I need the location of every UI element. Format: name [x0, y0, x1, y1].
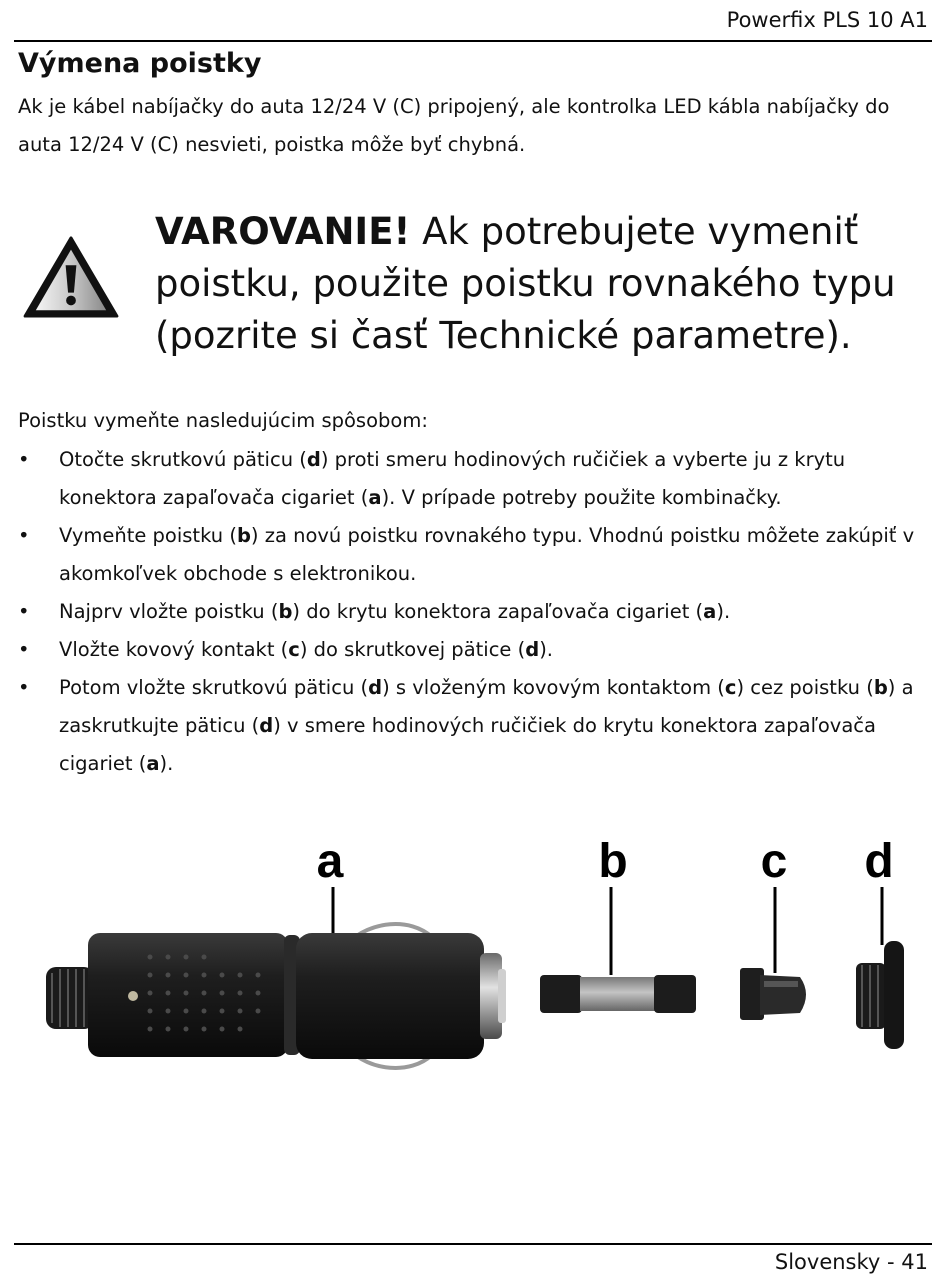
document-header: Powerfix PLS 10 A1 [726, 8, 928, 32]
warning-triangle-icon [22, 234, 120, 320]
step-text: Otočte skrutkovú päticu ( [59, 448, 307, 471]
lighter-plug-housing [46, 924, 506, 1068]
procedure-steps [18, 441, 933, 783]
part-reference: a [368, 486, 382, 509]
part-reference: b [236, 524, 251, 547]
part-reference: a [703, 600, 717, 623]
procedure-intro: Poistku vymeňte nasledujúcim spôsobom: [18, 409, 428, 432]
step-text: ) do skrutkovej pätice ( [299, 638, 526, 661]
figure-label-c: c [760, 835, 788, 888]
part-reference: b [873, 676, 888, 699]
glass-fuse [540, 975, 696, 1013]
figure-label-a: a [316, 835, 344, 888]
part-reference: d [525, 638, 540, 661]
step-text: ) v smere hodinových ručičiek do krytu konektora zapaľovača cigariet ( [59, 714, 876, 775]
screw-base [856, 941, 904, 1049]
part-reference: c [288, 638, 300, 661]
step-text: ). [539, 638, 554, 661]
section-title: Výmena poistky [18, 48, 262, 79]
part-reference: d [368, 676, 383, 699]
warning-text [155, 206, 935, 362]
step-text: ) proti smeru hodinových ručičiek a vyberte ju z krytu konektora zapaľovača cigariet ( [59, 448, 846, 509]
part-reference: c [724, 676, 737, 699]
warning-label: VAROVANIE! [155, 210, 411, 253]
warning-message: Ak potrebujete vymeniť poistku, použite poistku rovnakého typu (pozrite si časť Technické parametre). [155, 210, 896, 357]
header-divider [14, 40, 932, 42]
part-reference: d [306, 448, 321, 471]
procedure-step [18, 517, 933, 593]
section-intro: Ak je kábel nabíjačky do auta 12/24 V (C) pripojený, ale kontrolka LED kábla nabíjačky do auta 12/24 V (C) nesvieti, poistka môže byť chybná. [18, 95, 890, 156]
step-text: ) a zaskrutkujte päticu ( [59, 676, 914, 737]
procedure-step [18, 441, 933, 517]
part-reference: d [259, 714, 274, 737]
step-text: Vymeňte poistku ( [59, 524, 237, 547]
step-text: Vložte kovový kontakt ( [59, 638, 289, 661]
step-text: ) za novú poistku rovnakého typu. Vhodnú poistku môžete zakúpiť v akomkoľvek obchode s elektronikou. [59, 524, 915, 585]
procedure-step [18, 669, 933, 783]
step-text: ). [716, 600, 731, 623]
figure-label-d: d [864, 835, 894, 888]
step-text: ) s vloženým kovovým kontaktom ( [382, 676, 725, 699]
step-text: Najprv vložte poistku ( [59, 600, 279, 623]
footer-divider [14, 1243, 932, 1245]
figure-label-b: b [598, 835, 628, 888]
fuse-replacement-illustration [0, 825, 950, 1085]
part-reference: b [278, 600, 293, 623]
part-reference: a [146, 752, 160, 775]
step-text: ) do krytu konektora zapaľovača cigariet ( [292, 600, 704, 623]
procedure-step [18, 593, 933, 631]
procedure-step [18, 631, 933, 669]
step-text: ). V prípade potreby použite kombinačky. [381, 486, 782, 509]
metal-contact [740, 968, 806, 1020]
page-footer: Slovensky - 41 [774, 1250, 928, 1274]
step-text: ) cez poistku ( [736, 676, 874, 699]
step-text: ). [159, 752, 174, 775]
step-text: Potom vložte skrutkovú päticu ( [59, 676, 369, 699]
